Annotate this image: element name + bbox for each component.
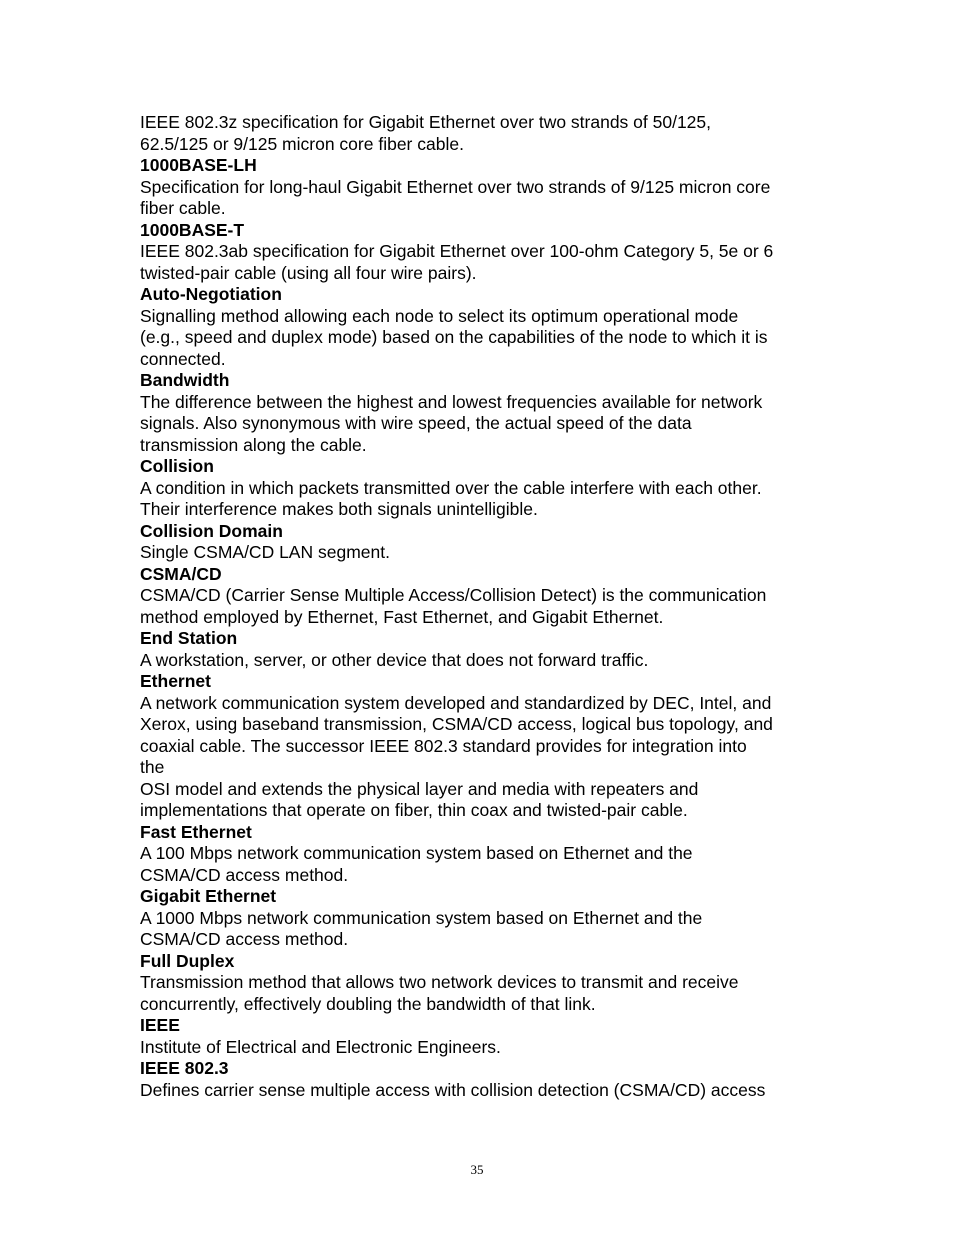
glossary-term: IEEE 802.3 bbox=[140, 1058, 229, 1078]
definition-line: method employed by Ethernet, Fast Ethernet, and Gigabit Ethernet. bbox=[140, 606, 664, 627]
glossary-term: Full Duplex bbox=[140, 950, 235, 971]
definition-line: Single CSMA/CD LAN segment. bbox=[140, 542, 390, 562]
definition-line: A 1000 Mbps network communication system based on Ethernet and the bbox=[140, 907, 703, 928]
glossary-page bbox=[140, 112, 830, 1101]
glossary-term: Collision Domain bbox=[140, 520, 283, 541]
glossary-entry-csma-cd bbox=[140, 564, 830, 629]
glossary-term: Fast Ethernet bbox=[140, 821, 252, 842]
glossary-entry-end-station bbox=[140, 628, 830, 671]
definition-line: Institute of Electrical and Electronic Engineers. bbox=[140, 1036, 501, 1057]
definition-line: (e.g., speed and duplex mode) based on the capabilities of the node to which it is bbox=[140, 327, 768, 347]
definition-line: concurrently, effectively doubling the bandwidth of that link. bbox=[140, 993, 596, 1014]
glossary-entry-ieee bbox=[140, 1015, 830, 1058]
glossary-entry-1000base-t bbox=[140, 220, 830, 285]
glossary-term: Auto-Negotiation bbox=[140, 284, 282, 304]
definition-line: Defines carrier sense multiple access with collision detection (CSMA/CD) access bbox=[140, 1079, 766, 1100]
glossary-entry-gigabit-ethernet bbox=[140, 886, 830, 951]
definition-line: IEEE 802.3ab specification for Gigabit Ethernet over 100-ohm Category 5, 5e or 6 bbox=[140, 241, 774, 261]
definition-line: twisted-pair cable (using all four wire pairs). bbox=[140, 262, 477, 283]
glossary-term: IEEE bbox=[140, 1015, 180, 1035]
definition-line: implementations that operate on fiber, thin coax and twisted-pair cable. bbox=[140, 800, 688, 820]
glossary-term: CSMA/CD bbox=[140, 563, 222, 584]
glossary-term: Ethernet bbox=[140, 671, 211, 691]
glossary-entry-ieee-802-3 bbox=[140, 1058, 830, 1101]
definition-line: Transmission method that allows two network devices to transmit and receive bbox=[140, 972, 739, 992]
page-number: 35 bbox=[470, 1162, 484, 1177]
definition-line: transmission along the cable. bbox=[140, 434, 367, 455]
definition-line: A condition in which packets transmitted over the cable interfere with each other. bbox=[140, 477, 762, 498]
glossary-entry-full-duplex bbox=[140, 951, 830, 1016]
glossary-term: End Station bbox=[140, 628, 238, 648]
glossary-term: 1000BASE-LH bbox=[140, 155, 257, 175]
glossary-entry-1000base-lh bbox=[140, 155, 830, 220]
glossary-term: 1000BASE-T bbox=[140, 219, 245, 240]
definition-line: CSMA/CD access method. bbox=[140, 864, 349, 885]
intro-definition bbox=[140, 112, 830, 155]
glossary-entry-bandwidth bbox=[140, 370, 830, 456]
definition-line: fiber cable. bbox=[140, 198, 226, 218]
definition-line: the bbox=[140, 757, 165, 777]
definition-line: connected. bbox=[140, 348, 226, 369]
glossary-entry-collision-domain bbox=[140, 521, 830, 564]
glossary-entry-fast-ethernet bbox=[140, 822, 830, 887]
glossary-term: Bandwidth bbox=[140, 370, 230, 390]
definition-line: A workstation, server, or other device that does not forward traffic. bbox=[140, 649, 649, 670]
definition-line: Signalling method allowing each node to select its optimum operational mode bbox=[140, 305, 739, 326]
definition-line: CSMA/CD access method. bbox=[140, 929, 349, 949]
glossary-term: Collision bbox=[140, 456, 214, 476]
glossary-entry-ethernet bbox=[140, 671, 830, 822]
definition-line: CSMA/CD (Carrier Sense Multiple Access/Collision Detect) is the communication bbox=[140, 585, 767, 605]
definition-line: IEEE 802.3z specification for Gigabit Ethernet over two strands of 50/125, bbox=[140, 112, 712, 132]
definition-line: Specification for long-haul Gigabit Ethernet over two strands of 9/125 micron core bbox=[140, 176, 771, 197]
definition-line: OSI model and extends the physical layer and media with repeaters and bbox=[140, 778, 699, 799]
definition-line: A 100 Mbps network communication system based on Ethernet and the bbox=[140, 843, 693, 863]
glossary-entry-auto-negotiation bbox=[140, 284, 830, 370]
glossary-entry-collision bbox=[140, 456, 830, 521]
definition-line: Xerox, using baseband transmission, CSMA/CD access, logical bus topology, and bbox=[140, 714, 773, 734]
definition-line: signals. Also synonymous with wire speed, the actual speed of the data bbox=[140, 413, 692, 433]
definition-line: 62.5/125 or 9/125 micron core fiber cable. bbox=[140, 133, 464, 154]
glossary-term: Gigabit Ethernet bbox=[140, 886, 277, 906]
definition-line: Their interference makes both signals unintelligible. bbox=[140, 499, 538, 519]
definition-line: coaxial cable. The successor IEEE 802.3 standard provides for integration into bbox=[140, 735, 747, 756]
definition-line: The difference between the highest and lowest frequencies available for network bbox=[140, 391, 763, 412]
definition-line: A network communication system developed and standardized by DEC, Intel, and bbox=[140, 692, 772, 713]
